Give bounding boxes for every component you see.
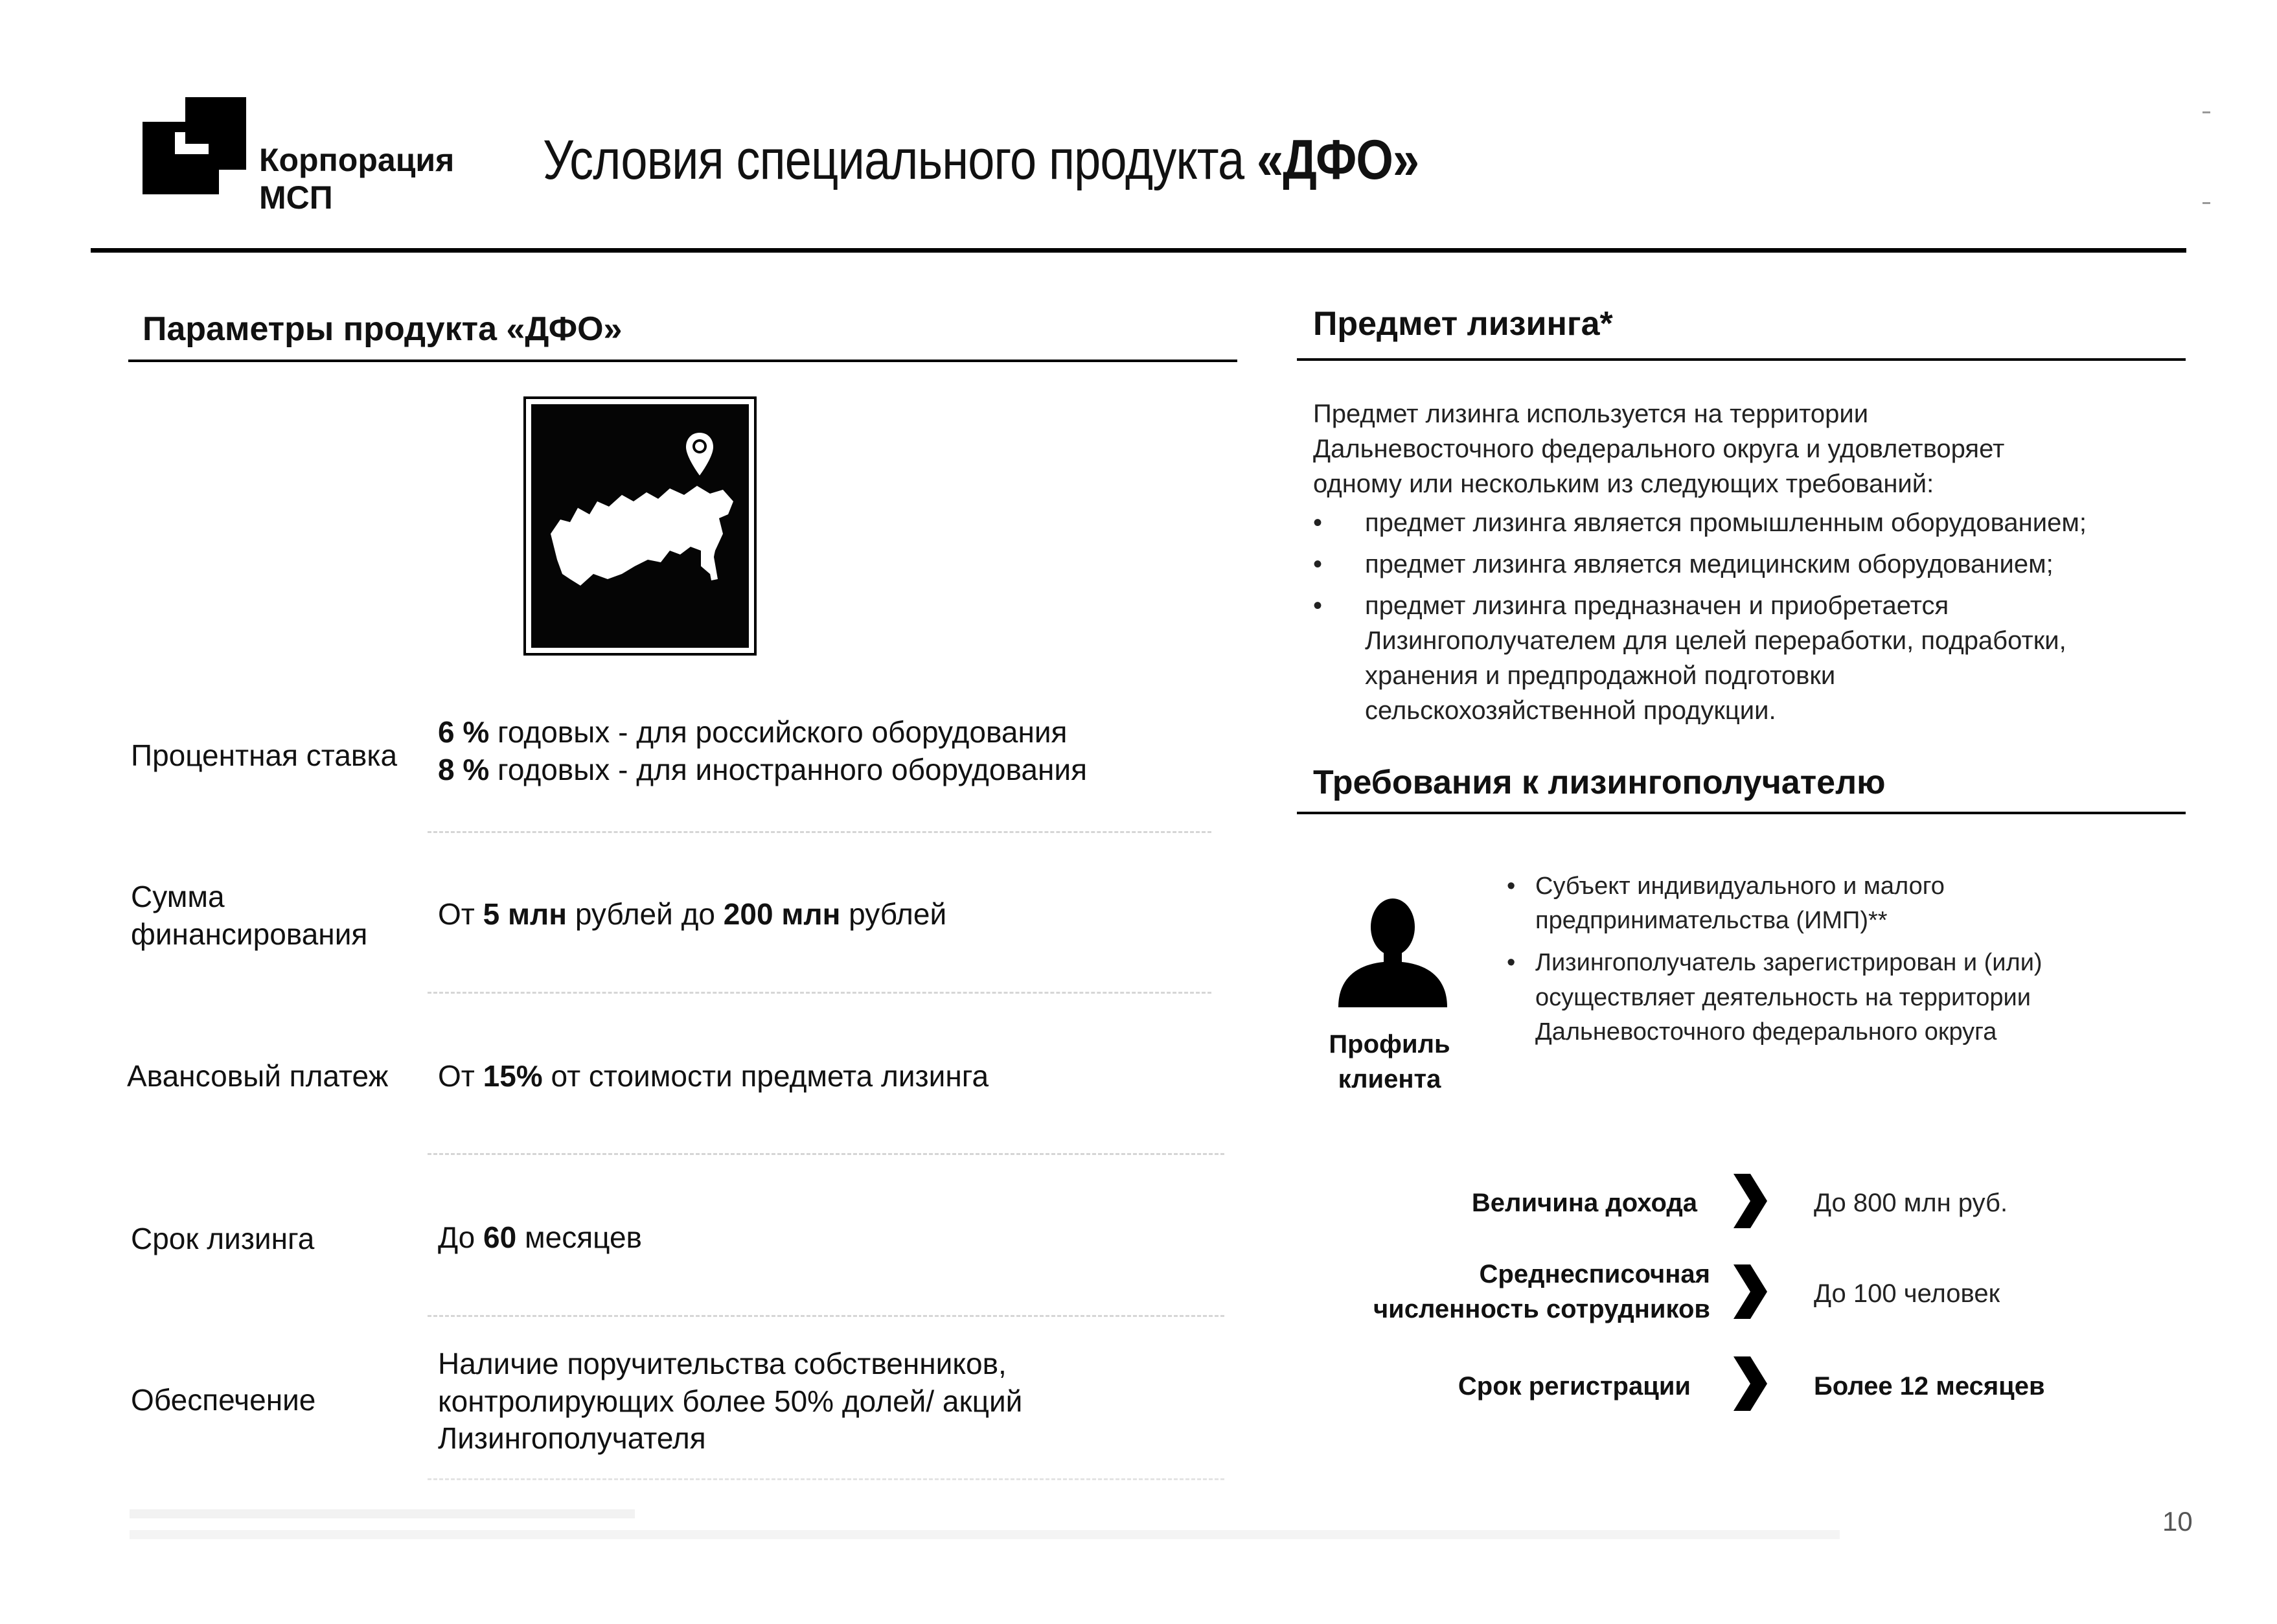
- corporation-logo-icon: [143, 97, 246, 194]
- subject-section-rule: [1297, 358, 2186, 361]
- term-value: До 60 месяцев: [438, 1220, 642, 1254]
- security-value: Наличие поручительства собственников, контролирующих более 50% долей/ акций Лизингополучателя: [438, 1347, 1023, 1455]
- subject-bullet: • предмет лизинга является промышленным оборудованием;: [1313, 509, 2087, 537]
- security-label: Обеспечение: [131, 1383, 316, 1417]
- requirements-section-title: Требования к лизингополучателю: [1313, 764, 1886, 801]
- chevron-right-icon: [1731, 1354, 1770, 1413]
- row-separator: [428, 1478, 1224, 1480]
- faint-footnote-line: [130, 1509, 635, 1518]
- chevron-right-icon: [1731, 1262, 1770, 1321]
- rate-value: 6 % годовых - для российского оборудования 8 % годовых - для иностранного оборудования: [438, 715, 1087, 786]
- staff-value: До 100 человек: [1814, 1279, 2000, 1308]
- advance-value: От 15% от стоимости предмета лизинга: [438, 1059, 989, 1093]
- person-silhouette-icon: [1334, 897, 1451, 1007]
- income-label: Величина дохода: [1471, 1189, 1697, 1217]
- subject-bullet: • предмет лизинга является медицинским оборудованием;: [1313, 550, 2054, 578]
- income-value: До 800 млн руб.: [1814, 1189, 2008, 1217]
- params-section-title: Параметры продукта «ДФО»: [143, 310, 623, 348]
- faint-footnote-line: [130, 1530, 1840, 1539]
- amount-value: От 5 млн рублей до 200 млн рублей: [438, 897, 947, 931]
- chevron-right-icon: [1731, 1171, 1770, 1231]
- edge-tick: [2203, 111, 2210, 113]
- registration-label: Срок регистрации: [1458, 1372, 1691, 1401]
- requirements-section-rule: [1297, 812, 2186, 814]
- subject-section-title: Предмет лизинга*: [1313, 305, 1613, 343]
- page-title: Условия специального продукта «ДФО»: [543, 129, 1419, 191]
- subject-body: Предмет лизинга используется на территории Дальневосточного федерального округа и удовлетворяет одному или нескольким из следующих требований: • предмет лизинга является промышленным оборудованием; • предмет лизинга является медицинским оборудованием; • предмет лизинга предназначен и приобретается Лизингополучателем для целей переработки, подработки, хранения и предпродажной подготовки сельскохозяйственной продукции.: [1313, 396, 2181, 728]
- row-separator: [428, 1315, 1224, 1317]
- registration-value: Более 12 месяцев: [1814, 1372, 2045, 1401]
- row-separator: [428, 831, 1211, 833]
- header-divider: [91, 248, 2186, 253]
- requirements-list: [1507, 869, 2183, 1049]
- subject-bullet: • предмет лизинга предназначен и приобретается Лизингополучателем для целей переработки, подработки, хранения и предпродажной подготовки сельскохозяйственной продукции.: [1313, 591, 2066, 725]
- staff-label: Среднесписочная численность сотрудников: [1373, 1260, 1710, 1323]
- edge-tick: [2203, 202, 2210, 204]
- params-section-rule: [128, 360, 1237, 362]
- page-number: 10: [2162, 1506, 2193, 1537]
- requirement-item: • Лизингополучатель зарегистрирован и (или) осуществляет деятельность на территории Дальневосточного федерального округа: [1507, 949, 2042, 1046]
- russia-map-icon: [523, 396, 757, 656]
- row-separator: [428, 992, 1211, 994]
- logo-text: Корпорация МСП: [259, 142, 455, 216]
- row-separator: [428, 1153, 1224, 1155]
- rate-label: Процентная ставка: [131, 738, 398, 772]
- advance-label: Авансовый платеж: [127, 1059, 389, 1093]
- requirement-item: • Субъект индивидуального и малого предпринимательства (ИМП)**: [1507, 873, 1945, 935]
- amount-label: Сумма финансирования: [131, 880, 368, 951]
- term-label: Срок лизинга: [131, 1222, 315, 1255]
- client-profile-label: Профиль клиента: [1329, 1030, 1450, 1093]
